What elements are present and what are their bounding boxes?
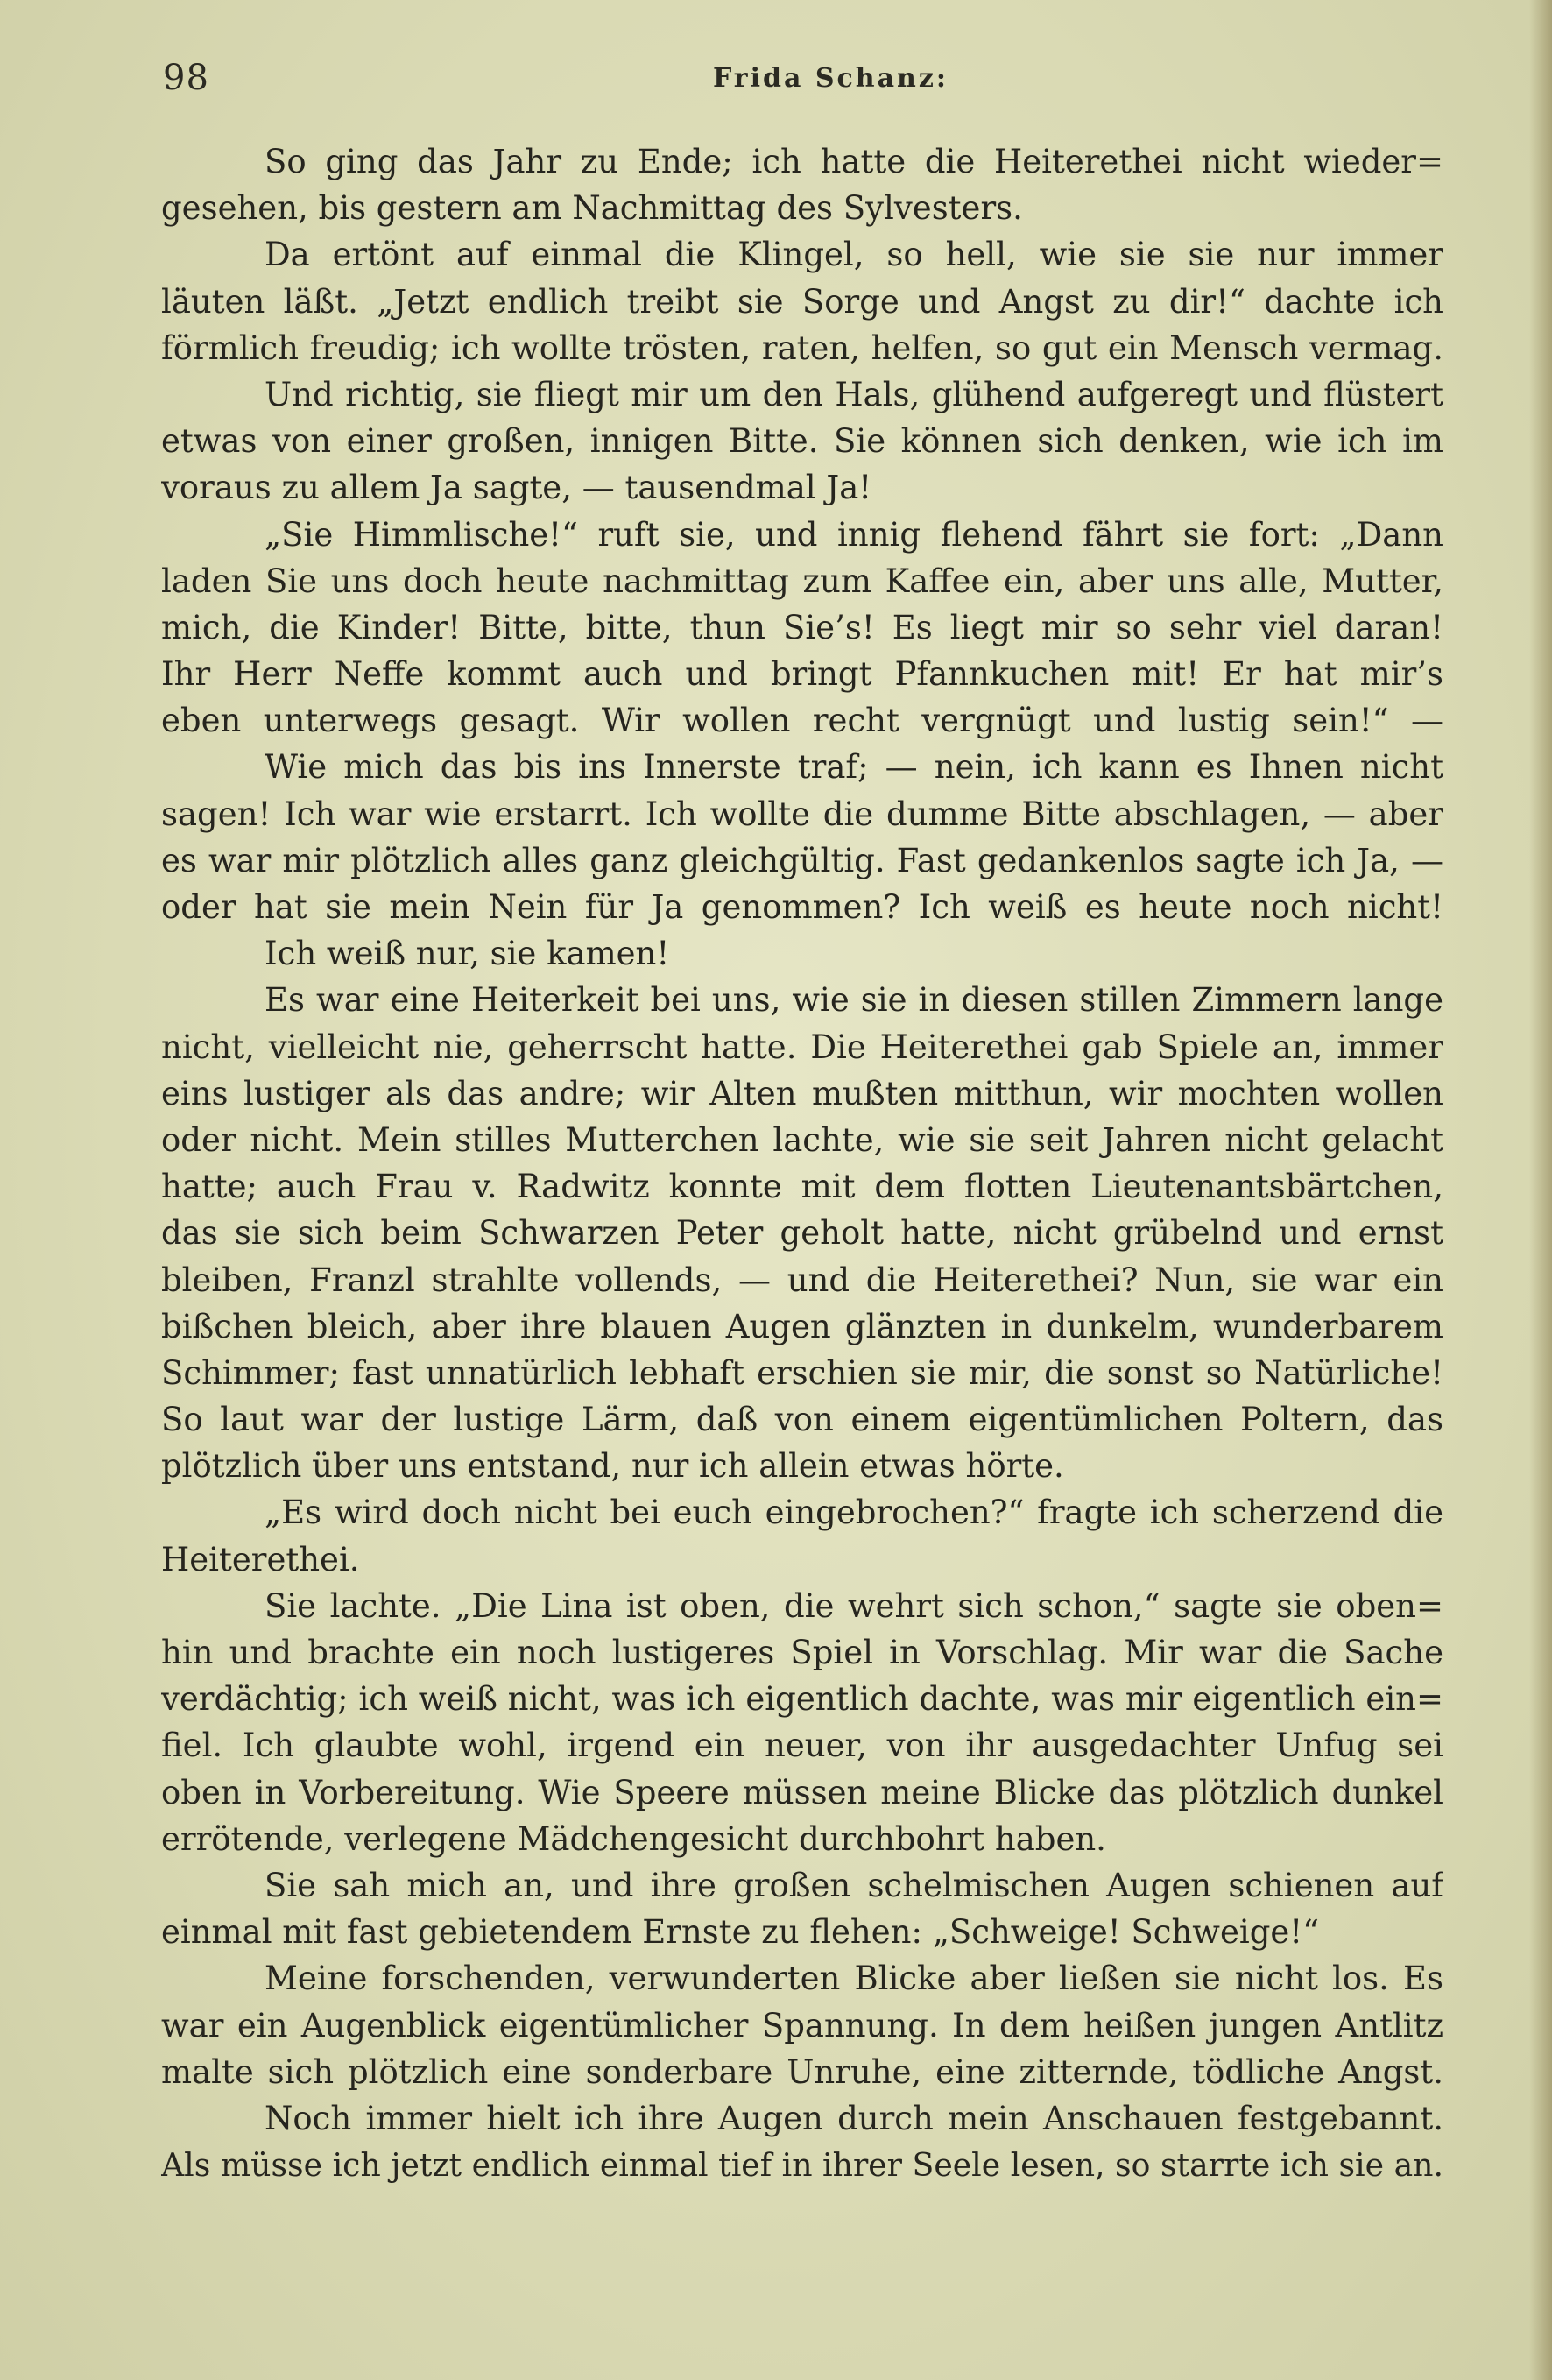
text-line: läuten läßt. „Jetzt endlich treibt sie Sorge und Angst zu dir!“ dachte ich	[161, 282, 1443, 321]
text-line: einmal mit fast gebietendem Ernste zu flehen: „Schweige! Schweige!“	[161, 1913, 1320, 1952]
page-header	[163, 58, 1442, 110]
text-line: Ihr Herr Neffe kommt auch und bringt Pfannkuchen mit! Er hat mir’s	[161, 655, 1443, 694]
text-line: „Sie Himmlische!“ ruft sie, und innig flehend fährt sie fort: „Dann	[265, 515, 1443, 554]
text-line: errötende, verlegene Mädchengesicht durchbohrt haben.	[161, 1819, 1106, 1858]
running-head: Frida Schanz:	[713, 63, 949, 94]
text-line: Es war eine Heiterkeit bei uns, wie sie in diesen stillen Zimmern lange	[265, 981, 1443, 1020]
text-line: So laut war der lustige Lärm, daß von einem eigentümlichen Poltern, das	[161, 1401, 1443, 1439]
text-line: gesehen, bis gestern am Nachmittag des Sylvesters.	[161, 189, 1023, 228]
text-line: förmlich freudig; ich wollte trösten, raten, helfen, so gut ein Mensch vermag.	[161, 328, 1443, 367]
text-line: oder nicht. Mein stilles Mutterchen lachte, wie sie seit Jahren nicht gelacht	[161, 1120, 1443, 1159]
text-line: Ich weiß nur, sie kamen!	[265, 935, 670, 973]
text-line: mich, die Kinder! Bitte, bitte, thun Sie’s! Es liegt mir so sehr viel daran!	[161, 608, 1443, 646]
text-line: bleiben, Franzl strahlte vollends, — und die Heiterethei? Nun, sie war ein	[161, 1261, 1443, 1299]
text-line: bißchen bleich, aber ihre blauen Augen glänzten in dunkelm, wunderbarem	[161, 1307, 1443, 1345]
text-line: Heiterethei.	[161, 1540, 360, 1578]
text-line: plötzlich über uns entstand, nur ich allein etwas hörte.	[161, 1447, 1064, 1486]
text-line: hatte; auch Frau v. Radwitz konnte mit dem flotten Lieutenantsbärtchen,	[161, 1168, 1443, 1206]
text-line: nicht, vielleicht nie, geherrscht hatte. Die Heiterethei gab Spiele an, immer	[161, 1028, 1443, 1066]
page-edge-shadow	[1529, 0, 1552, 2380]
text-line: malte sich plötzlich eine sonderbare Unruhe, eine zitternde, tödliche Angst.	[161, 2052, 1443, 2091]
text-line: sagen! Ich war wie erstarrt. Ich wollte die dumme Bitte abschlagen, — aber	[161, 795, 1443, 833]
text-line: Wie mich das bis ins Innerste traf; — nein, ich kann es Ihnen nicht	[265, 748, 1443, 787]
text-line: Als müsse ich jetzt endlich einmal tief in ihrer Seele lesen, so starrte ich sie an.	[161, 2146, 1443, 2185]
text-line: war ein Augenblick eigentümlicher Spannung. In dem heißen jungen Antlitz	[161, 2006, 1443, 2045]
text-line: laden Sie uns doch heute nachmittag zum Kaffee ein, aber uns alle, Mutter,	[161, 561, 1443, 600]
text-line: Noch immer hielt ich ihre Augen durch mein Anschauen festgebannt.	[265, 2099, 1443, 2137]
text-line: Und richtig, sie fliegt mir um den Hals, glühend aufgeregt und flüstert	[265, 375, 1443, 413]
text-line: es war mir plötzlich alles ganz gleichgültig. Fast gedankenlos sagte ich Ja, —	[161, 841, 1443, 879]
text-line: das sie sich beim Schwarzen Peter geholt hatte, nicht grübelnd und ernst	[161, 1214, 1443, 1253]
body-text	[161, 138, 1443, 2188]
text-line: voraus zu allem Ja sagte, — tausendmal Ja!	[161, 469, 872, 507]
text-line: oben in Vorbereitung. Wie Speere müssen meine Blicke das plötzlich dunkel	[161, 1773, 1443, 1811]
text-line: etwas von einer großen, innigen Bitte. Sie können sich denken, wie ich im	[161, 422, 1443, 461]
text-line: eben unterwegs gesagt. Wir wollen recht vergnügt und lustig sein!“ —	[161, 702, 1443, 740]
text-line: Sie sah mich an, und ihre großen schelmischen Augen schienen auf	[265, 1866, 1443, 1904]
page-number: 98	[163, 58, 209, 98]
text-line: Da ertönt auf einmal die Klingel, so hell, wie sie sie nur immer	[265, 236, 1443, 274]
text-line: So ging das Jahr zu Ende; ich hatte die Heiterethei nicht wieder=	[265, 143, 1443, 180]
text-line: Schimmer; fast unnatürlich lebhaft erschien sie mir, die sonst so Natürliche!	[161, 1353, 1443, 1392]
text-line: oder hat sie mein Nein für Ja genommen? Ich weiß es heute noch nicht!	[161, 888, 1443, 926]
text-line: verdächtig; ich weiß nicht, was ich eigentlich dachte, was mir eigentlich ein=	[161, 1680, 1443, 1719]
text-line: Meine forschenden, verwunderten Blicke aber ließen sie nicht los. Es	[265, 1960, 1443, 1998]
text-line: Sie lachte. „Die Lina ist oben, die wehrt sich schon,“ sagte sie oben=	[265, 1586, 1443, 1625]
text-line: eins lustiger als das andre; wir Alten mußten mitthun, wir mochten wollen	[161, 1074, 1443, 1112]
text-line: hin und brachte ein noch lustigeres Spiel in Vorschlag. Mir war die Sache	[161, 1634, 1443, 1671]
text-line: fiel. Ich glaubte wohl, irgend ein neuer, von ihr ausgedachter Unfug sei	[161, 1727, 1443, 1765]
text-line: „Es wird doch nicht bei euch eingebrochen?“ fragte ich scherzend die	[265, 1494, 1443, 1532]
